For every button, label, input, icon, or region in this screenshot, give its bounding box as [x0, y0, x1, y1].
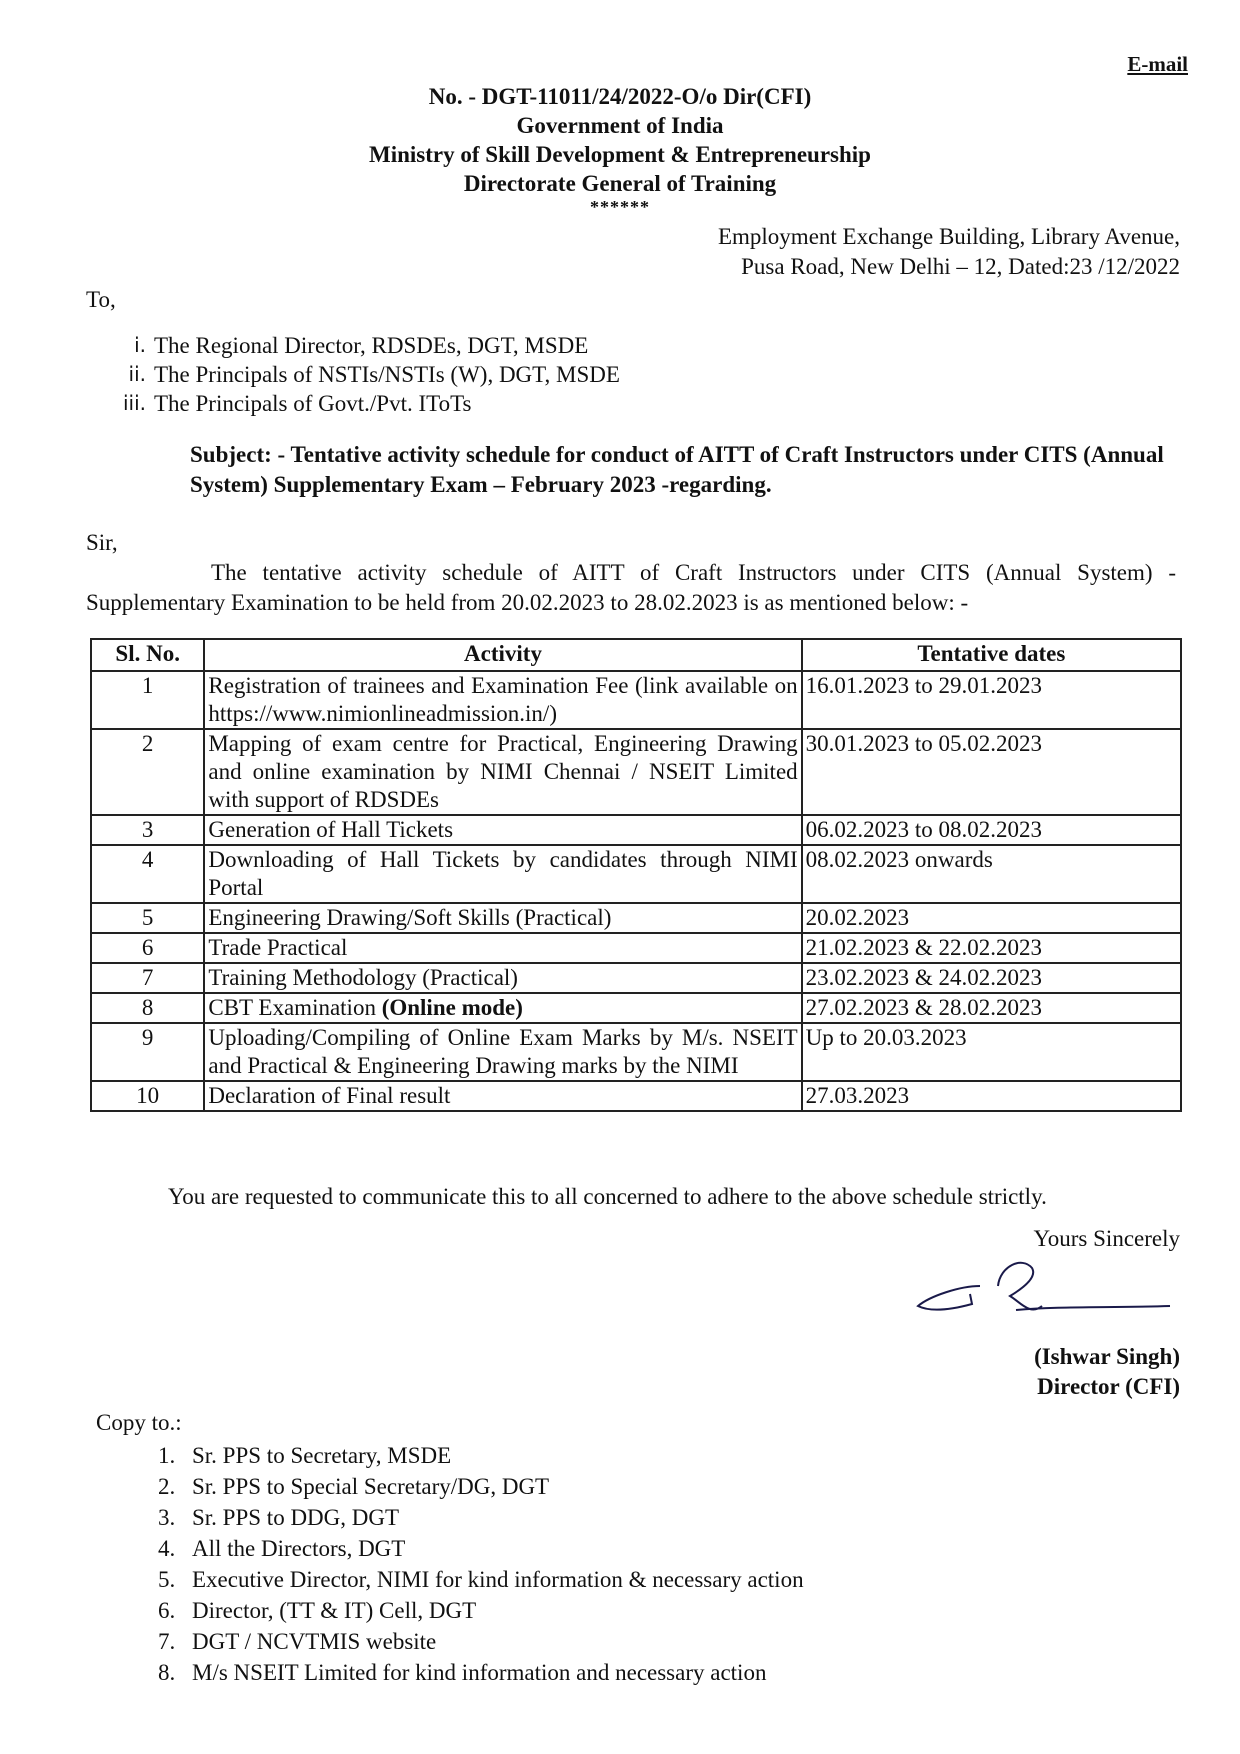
online-mode-bold: (Online mode) [381, 995, 523, 1020]
table-row: 2 Mapping of exam centre for Practical, Engineering Drawing and online examination by NIMI Chennai / NSEIT Limited with support of RDSDEs 30.01.2023 to 05.02.2023 [91, 729, 1181, 815]
recipient-item: i. The Regional Director, RDSDEs, DGT, MSDE [134, 333, 589, 358]
table-row: 4 Downloading of Hall Tickets by candidates through NIMI Portal 08.02.2023 onwards [91, 845, 1181, 903]
copy-to-label: Copy to.: [96, 1410, 182, 1435]
closing-line: Yours Sincerely [1033, 1226, 1180, 1251]
list-item: 8. M/s NSEIT Limited for kind information and necessary action [158, 1660, 767, 1685]
list-item: 4. All the Directors, DGT [158, 1536, 406, 1561]
table-row: 6 Trade Practical 21.02.2023 & 22.02.2023 [91, 933, 1181, 963]
list-item: 5. Executive Director, NIMI for kind information & necessary action [158, 1567, 804, 1592]
table-row: 3 Generation of Hall Tickets 06.02.2023 to 08.02.2023 [91, 815, 1181, 845]
sender-address [718, 222, 1180, 282]
email-tag: E-mail [1127, 52, 1188, 76]
ministry-name: Ministry of Skill Development & Entrepreneurship [369, 142, 871, 167]
recipient-list [108, 331, 620, 418]
government-name: Government of India [516, 113, 724, 138]
list-item: 3. Sr. PPS to DDG, DGT [158, 1505, 400, 1530]
directorate-name: Directorate General of Training [463, 171, 777, 196]
table-row: 10 Declaration of Final result 27.03.2023 [91, 1081, 1181, 1111]
list-item: 2. Sr. PPS to Special Secretary/DG, DGT [158, 1474, 550, 1499]
recipient-item: iii. The Principals of Govt./Pvt. IToTs [122, 391, 472, 416]
address-line-1: Employment Exchange Building, Library Avenue, [717, 224, 1180, 249]
table-row: 7 Training Methodology (Practical) 23.02.2023 & 24.02.2023 [91, 963, 1181, 993]
intro-paragraph: The tentative activity schedule of AITT of Craft Instructors under CITS (Annual System) - Supplementary Examination to be held from 20.02.2023 to 28.02.2023 is as mentioned below: - [86, 560, 1176, 615]
list-item: 1. Sr. PPS to Secretary, MSDE [158, 1443, 452, 1468]
table-row: 9 Uploading/Compiling of Online Exam Marks by M/s. NSEIT and Practical & Engineering Drawing marks by the NIMI Up to 20.03.2023 [91, 1023, 1181, 1081]
copy-to-list [158, 1440, 804, 1688]
address-line-2-date: Pusa Road, New Delhi – 12, Dated:23 /12/2022 [741, 254, 1180, 279]
to-label: To, [86, 287, 116, 312]
reference-number: No. - DGT-11011/24/2022-O/o Dir(CFI) [428, 84, 812, 109]
request-line: You are requested to communicate this to all concerned to adhere to the above schedule strictly. [168, 1184, 1047, 1209]
header-sl-no: Sl. No. [91, 639, 204, 671]
list-item: 6. Director, (TT & IT) Cell, DGT [158, 1598, 477, 1623]
signer-block [1034, 1342, 1180, 1402]
table-row: 5 Engineering Drawing/Soft Skills (Practical) 20.02.2023 [91, 903, 1181, 933]
header-separator: ****** [590, 197, 650, 217]
letter-header [0, 82, 1240, 216]
table-row: 1 Registration of trainees and Examination Fee (link available on https://www.nimionlineadmission.in/) 16.01.2023 to 29.01.2023 [91, 671, 1181, 729]
subject-line: Subject: - Tentative activity schedule for conduct of AITT of Craft Instructors under CITS (Annual System) Supplementary Exam – February 2023 -regarding. [190, 442, 1164, 497]
header-activity: Activity [204, 639, 801, 671]
signer-name: (Ishwar Singh) [1034, 1344, 1180, 1369]
table-header-row [91, 639, 1181, 671]
signature-image [910, 1246, 1180, 1336]
schedule-table [90, 638, 1182, 1112]
recipient-item: ii. The Principals of NSTIs/NSTIs (W), DGT, MSDE [128, 362, 620, 387]
salutation: Sir, [86, 530, 118, 555]
table-row: 8 CBT Examination (Online mode) 27.02.2023 & 28.02.2023 [91, 993, 1181, 1023]
list-item: 7. DGT / NCVTMIS website [158, 1629, 437, 1654]
header-tentative-dates: Tentative dates [802, 639, 1181, 671]
signer-title: Director (CFI) [1037, 1374, 1180, 1399]
